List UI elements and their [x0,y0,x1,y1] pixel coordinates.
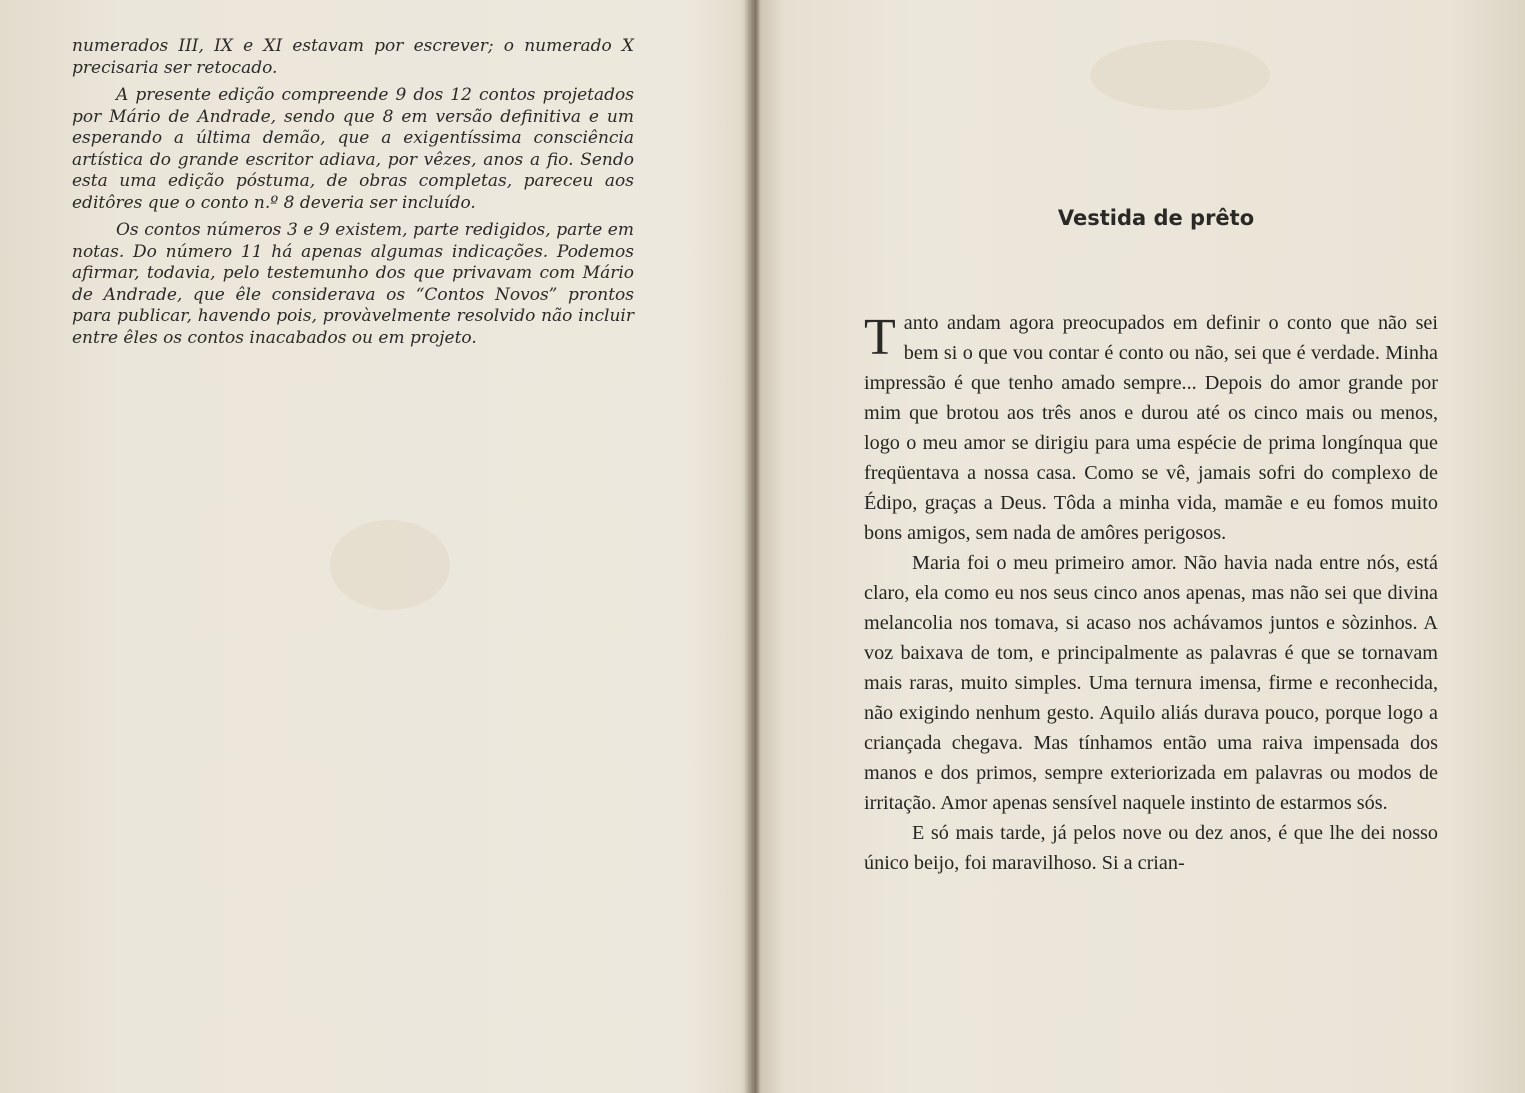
chapter-title: Vestida de prêto [1057,206,1255,230]
right-page [864,206,1438,878]
left-paragraph: Os contos números 3 e 9 existem, parte redigidos, parte em notas. Do número 11 há apenas algumas indicações. Podemos afirmar, todavia, pelo testemunho dos que privavam com Mário de Andrade, que êle considerava os “Contos Novos” prontos para publicar, havendo pois, provàvelmente resolvido não incluir entre êles os contos inacabados ou em projeto. [72,220,634,348]
paper-stain [1090,40,1270,110]
right-paragraph-text: anto andam agora preocupados em definir o conto que não sei bem si o que vou contar é conto ou não, sei que é verdade. Minha impressão é que tenho amado sempre... Depois do amor grande por mim que brotou aos três anos e durou até os cinco mais ou menos, logo o meu amor se dirigiu para uma espécie de prima longínqua que freqüentava a nossa casa. Como se vê, jamais sofri do complexo de Édipo, graças a Deus. Tôda a minha vida, mamãe e eu fomos muito bons amigos, sem nada de amôres perigosos. [864,312,1438,544]
left-paragraph: A presente edição compreende 9 dos 12 contos projetados por Mário de Andrade, sendo que 8 em versão definitiva e um esperando a última demão, que a exigentíssima consciência artística do grande escritor adiava, por vêzes, anos a fio. Sendo esta uma edição póstuma, de obras completas, pareceu aos editôres que o conto n.º 8 deveria ser incluído. [72,85,634,213]
right-paragraph [864,308,1438,548]
left-paragraph: numerados III, IX e XI estavam por escrever; o numerado X precisaria ser retocado. [72,36,634,78]
drop-cap: T [864,309,896,366]
book-gutter [744,0,760,1093]
chapter-body [864,308,1438,878]
left-page-text [72,36,634,355]
paper-stain [330,520,450,610]
right-paragraph: E só mais tarde, já pelos nove ou dez anos, é que lhe dei nosso único beijo, foi maravilhoso. Si a crian- [864,822,1438,874]
right-paragraph: Maria foi o meu primeiro amor. Não havia nada entre nós, está claro, ela como eu nos seus cinco anos apenas, mas não sei que divina melancolia nos tomava, si acaso nos achávamos juntos e sòzinhos. A voz baixava de tom, e principalmente as palavras é que se tornavam mais raras, muito simples. Uma ternura imensa, firme e reconhecida, não exigindo nenhum gesto. Aquilo aliás durava pouco, porque logo a criançada chegava. Mas tínhamos então uma raiva impensada dos manos e dos primos, sempre exteriorizada em palavras ou modos de irritação. Amor apenas sensível naquele instinto de estarmos sós. [864,552,1438,814]
